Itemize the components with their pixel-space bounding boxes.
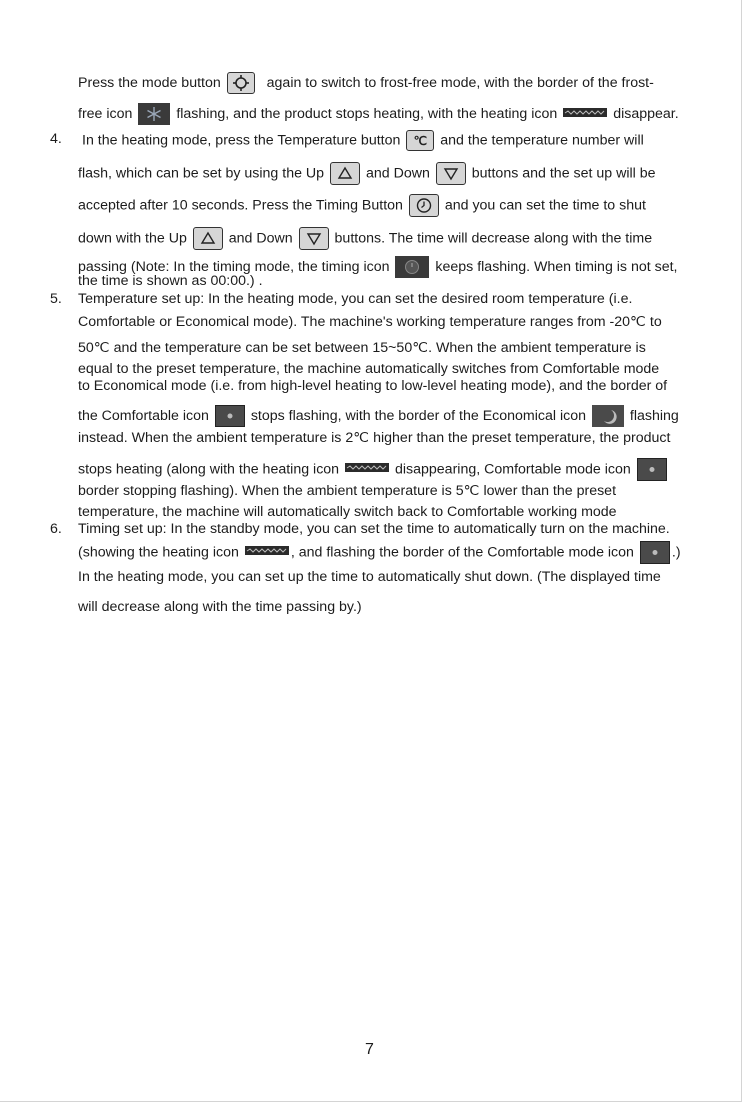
timing-icon bbox=[395, 256, 429, 278]
line: instead. When the ambient temperature is 2℃ higher than the preset temperature, the product bbox=[78, 430, 671, 446]
line: 50℃ and the temperature can be set between 15~50℃. When the ambient temperature is bbox=[78, 340, 646, 356]
heating-icon bbox=[563, 108, 607, 117]
line: equal to the preset temperature, the machine automatically switches from Comfortable mode bbox=[78, 361, 660, 377]
comfortable-icon bbox=[215, 405, 245, 427]
line: down with the Up and Down buttons. The time will decrease along with the time bbox=[78, 227, 652, 250]
comfortable-icon bbox=[637, 458, 667, 481]
line: flash, which can be set by using the Up and Down buttons and the set up will be bbox=[78, 162, 656, 185]
line: to Economical mode (i.e. from high-level heating to low-level heating mode), and the border of bbox=[78, 378, 668, 394]
line: will decrease along with the time passing by.) bbox=[78, 599, 362, 615]
up-button-icon bbox=[193, 227, 223, 250]
up-button-icon bbox=[330, 162, 360, 185]
line: accepted after 10 seconds. Press the Timing Button and you can set the time to shut bbox=[78, 194, 646, 217]
line: passing (Note: In the timing mode, the timing icon keeps flashing. When timing is not set, bbox=[78, 256, 678, 278]
line: Comfortable or Economical mode). The machine's working temperature ranges from -20℃ to bbox=[78, 314, 662, 330]
temperature-button-icon: ℃ bbox=[406, 130, 434, 151]
down-button-icon bbox=[436, 162, 466, 185]
page-number: 7 bbox=[365, 1041, 374, 1058]
heating-icon bbox=[245, 546, 289, 555]
mode-button-icon bbox=[227, 72, 255, 94]
line: In the heating mode, you can set up the time to automatically shut down. (The displayed time bbox=[78, 569, 661, 585]
line: Temperature set up: In the heating mode, you can set the desired room temperature (i.e. bbox=[78, 291, 633, 307]
down-button-icon bbox=[299, 227, 329, 250]
line: (showing the heating icon , and flashing the border of the Comfortable mode icon .) bbox=[78, 541, 681, 564]
line: the Comfortable icon stops flashing, with the border of the Economical icon flashing bbox=[78, 405, 679, 427]
frost-free-icon bbox=[138, 103, 170, 125]
list-number: 4. bbox=[50, 131, 62, 147]
list-number: 5. bbox=[50, 291, 62, 307]
line: free icon flashing, and the product stops heating, with the heating icon disappear. bbox=[78, 103, 679, 125]
economical-icon bbox=[592, 405, 624, 427]
line: Press the mode button again to switch to frost-free mode, with the border of the frost- bbox=[78, 72, 654, 94]
line: temperature, the machine will automatically switch back to Comfortable working mode bbox=[78, 504, 617, 520]
line: Timing set up: In the standby mode, you can set the time to automatically turn on the machine. bbox=[78, 521, 670, 537]
line: border stopping flashing). When the ambient temperature is 5℃ lower than the preset bbox=[78, 483, 617, 499]
line: In the heating mode, press the Temperature button ℃ and the temperature number will bbox=[82, 130, 644, 151]
line: stops heating (along with the heating icon disappearing, Comfortable mode icon bbox=[78, 458, 669, 481]
line: the time is shown as 00:00.) . bbox=[78, 273, 263, 289]
timing-button-icon bbox=[409, 194, 439, 217]
list-number: 6. bbox=[50, 521, 62, 537]
heating-icon bbox=[345, 463, 389, 472]
comfortable-icon bbox=[640, 541, 670, 564]
